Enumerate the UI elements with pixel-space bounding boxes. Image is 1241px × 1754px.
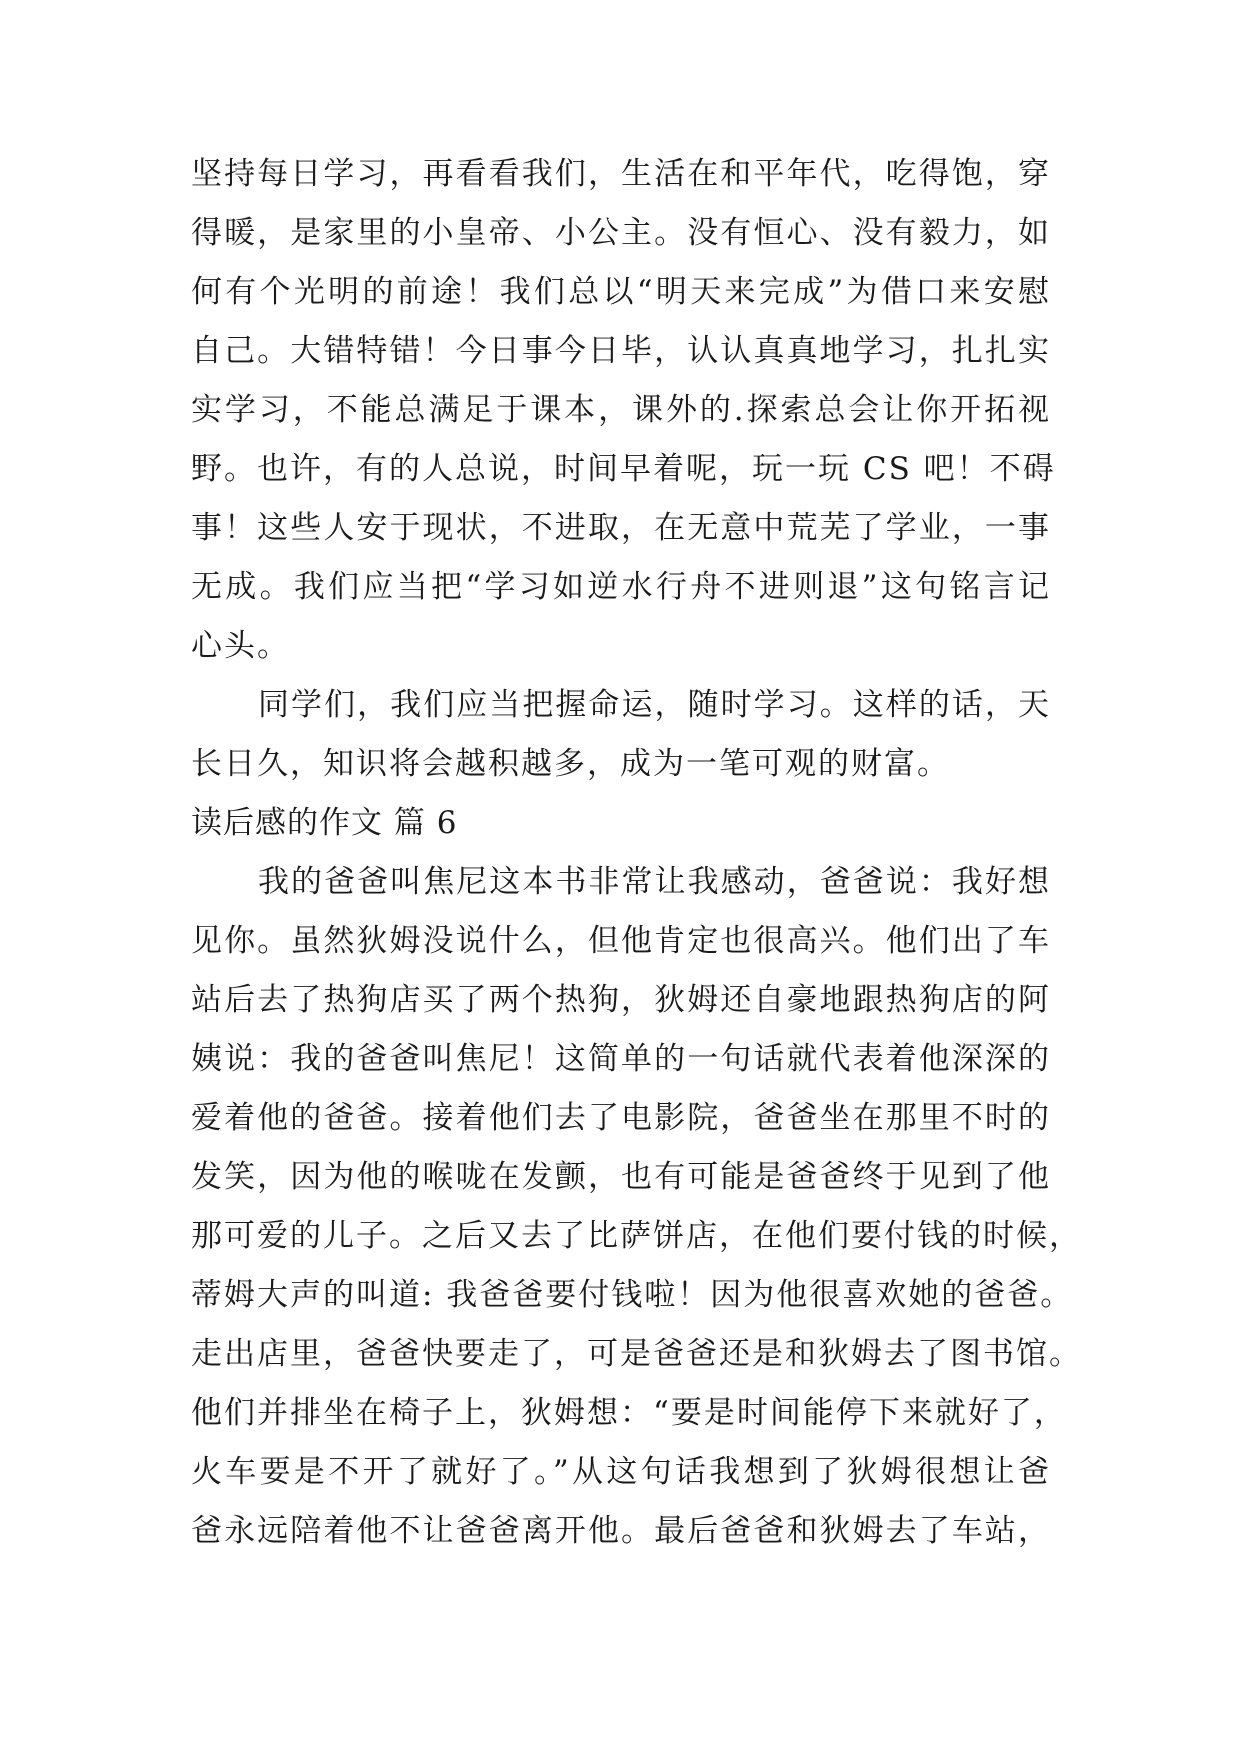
text-line: 野。也许，有的人总说，时间早着呢，玩一玩 CS 吧！不碍 [191,451,1056,487]
text-line: 得暖，是家里的小皇帝、小公主。没有恒心、没有毅力，如 [191,215,1051,251]
text-line: 那可爱的儿子。之后又去了比萨饼店，在他们要付钱的时候， [191,1218,1082,1254]
text-line: 发笑，因为他的喉咙在发颤，也有可能是爸爸终于见到了他 [191,1159,1051,1195]
text-line: 坚持每日学习，再看看我们，生活在和平年代，吃得饱，穿 [191,156,1051,192]
text-line: 他们并排坐在椅子上，狄姆想：“要是时间能停下来就好了， [191,1395,1067,1431]
text-line: 心头。 [191,628,290,664]
text-line: 何有个光明的前途！我们总以“明天来完成”为借口来安慰 [191,274,1051,310]
text-line: 火车要是不开了就好了。”从这句话我想到了狄姆很想让爸 [191,1454,1051,1490]
text-line: 走出店里，爸爸快要走了，可是爸爸还是和狄姆去了图书馆。 [191,1336,1082,1372]
text-line: 站后去了热狗店买了两个热狗，狄姆还自豪地跟热狗店的阿 [191,982,1051,1018]
text-line: 姨说：我的爸爸叫焦尼！这简单的一句话就代表着他深深的 [191,1041,1051,1077]
text-line: 事！这些人安于现状，不进取，在无意中荒芜了学业，一事 [191,510,1051,546]
text-line: 蒂姆大声的叫道: 我爸爸要付钱啦！因为他很喜欢她的爸爸。 [191,1277,1074,1313]
text-line: 见你。虽然狄姆没说什么，但他肯定也很高兴。他们出了车 [191,923,1051,959]
text-line: 自己。大错特错！今日事今日毕，认认真真地学习，扎扎实 [191,333,1051,369]
text-line: 爱着他的爸爸。接着他们去了电影院，爸爸坐在那里不时的 [191,1100,1051,1136]
paragraph-first-line: 我的爸爸叫焦尼这本书非常让我感动，爸爸说：我好想 [258,864,1051,900]
paragraph-first-line: 同学们，我们应当把握命运，随时学习。这样的话，天 [258,687,1051,723]
section-heading: 读后感的作文 篇 6 [191,805,458,841]
text-line: 长日久，知识将会越积越多，成为一笔可观的财富。 [191,746,950,782]
text-line: 爸永远陪着他不让爸爸离开他。最后爸爸和狄姆去了车站， [191,1513,1051,1549]
text-line: 无成。我们应当把“学习如逆水行舟不进则退”这句铭言记 [191,569,1051,605]
text-line: 实学习，不能总满足于课本，课外的.探索总会让你开拓视 [191,392,1051,428]
